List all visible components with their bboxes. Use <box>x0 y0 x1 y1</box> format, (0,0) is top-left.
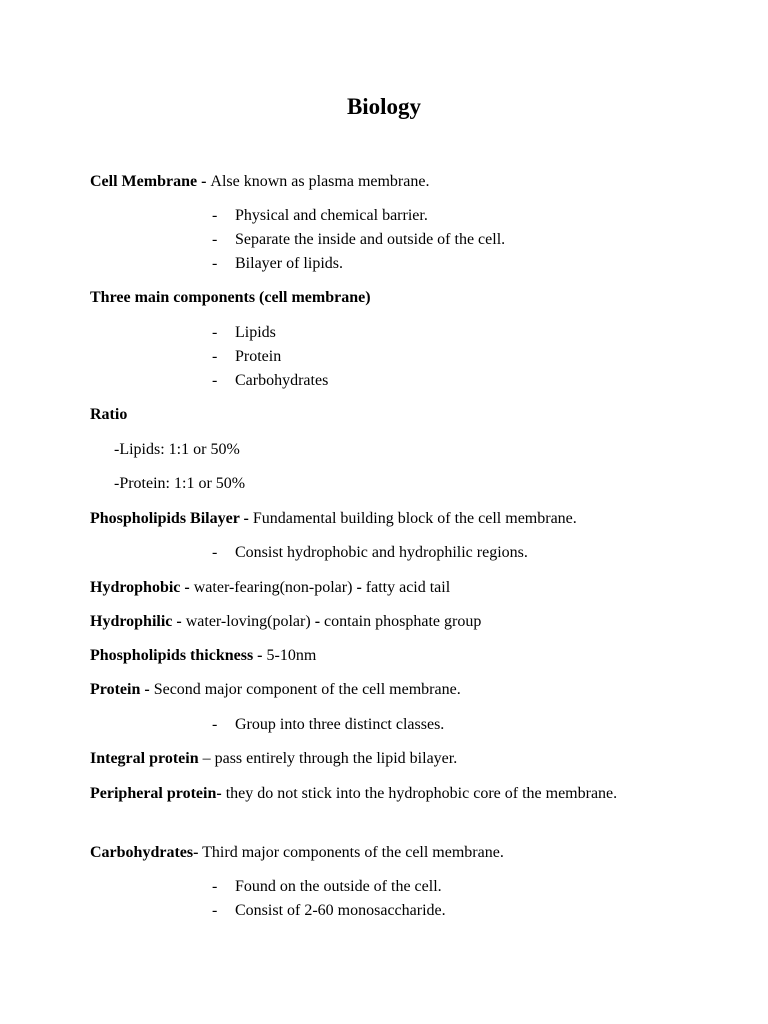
term-label: Carbohydrates- <box>90 844 199 861</box>
definition-text: Alse known as plasma membrane. <box>210 173 430 190</box>
bullet-dash: - <box>212 207 218 224</box>
list-item-text: Separate the inside and outside of the cell. <box>235 231 506 248</box>
list-item <box>212 899 446 923</box>
bullet-dash: - <box>212 372 218 389</box>
definition-text: Second major component of the cell membrane. <box>153 681 461 698</box>
hydrophilic-paragraph <box>90 610 650 634</box>
list-item-text: Protein <box>235 348 282 365</box>
components-heading <box>90 286 650 310</box>
bullet-dash: - <box>212 902 218 919</box>
list-item-text: Consist hydrophobic and hydrophilic regions. <box>235 544 528 561</box>
thickness-paragraph <box>90 644 650 668</box>
bullet-dash: - <box>212 255 218 272</box>
bullet-dash: - <box>212 231 218 248</box>
term-label: Protein - <box>90 681 154 698</box>
bullet-dash: - <box>212 716 218 733</box>
ratio-heading <box>90 403 650 427</box>
term-label: Phospholipids Bilayer - <box>90 510 253 527</box>
definition-text: – pass entirely through the lipid bilayer. <box>198 750 458 767</box>
definition-text: contain phosphate group <box>320 613 482 630</box>
definition-text: water-loving(polar) <box>185 613 315 630</box>
bullet-dash: - <box>212 324 218 341</box>
peripheral-protein-paragraph <box>90 782 635 806</box>
bullet-dash: - <box>212 878 218 895</box>
ratio-item-protein: -Protein: 1:1 or 50% <box>114 475 246 492</box>
term-label: Phospholipids thickness - <box>90 647 267 664</box>
definition-text: they do not stick into the hydrophobic core of the membrane. <box>221 785 618 802</box>
definition-text: 5-10nm <box>266 647 317 664</box>
cell-membrane-paragraph <box>90 170 650 194</box>
separator-dash: - <box>356 579 362 596</box>
integral-protein-paragraph <box>90 747 650 771</box>
list-item <box>212 541 528 565</box>
page-title: Biology <box>346 94 422 119</box>
definition-text: fatty acid tail <box>361 579 451 596</box>
list-item-text: Physical and chemical barrier. <box>235 207 428 224</box>
heading-text: Ratio <box>90 406 128 423</box>
list-item-text: Carbohydrates <box>235 372 329 389</box>
list-item <box>212 204 428 228</box>
term-label: Integral protein <box>90 750 199 767</box>
list-item <box>212 369 328 393</box>
definition-text: Fundamental building block of the cell membrane. <box>252 510 577 527</box>
list-item-text: Found on the outside of the cell. <box>235 878 442 895</box>
list-item-text: Consist of 2-60 monosaccharide. <box>235 902 446 919</box>
separator-dash: - <box>314 613 321 630</box>
term-label: Hydrophilic - <box>90 613 186 630</box>
phospholipids-bilayer-paragraph <box>90 507 650 531</box>
list-item <box>212 875 442 899</box>
ratio-item-lipids: -Lipids: 1:1 or 50% <box>114 441 240 458</box>
carbohydrates-paragraph <box>90 841 650 865</box>
list-item <box>212 252 343 276</box>
protein-paragraph <box>90 678 650 702</box>
term-label: Cell Membrane - <box>90 173 211 190</box>
list-item-text: Group into three distinct classes. <box>235 716 445 733</box>
list-item <box>212 713 444 737</box>
hydrophobic-paragraph <box>90 576 650 600</box>
bullet-dash: - <box>212 544 218 561</box>
definition-text: Third major components of the cell membrane. <box>198 844 504 861</box>
term-label: Peripheral protein- <box>90 785 222 802</box>
term-label: Hydrophobic - <box>90 579 194 596</box>
bullet-dash: - <box>212 348 218 365</box>
list-item-text: Lipids <box>235 324 276 341</box>
heading-text: Three main components (cell membrane) <box>90 289 371 306</box>
list-item-text: Bilayer of lipids. <box>235 255 343 272</box>
list-item <box>212 228 505 252</box>
list-item <box>212 321 276 345</box>
definition-text: water-fearing(non-polar) <box>193 579 357 596</box>
list-item <box>212 345 281 369</box>
